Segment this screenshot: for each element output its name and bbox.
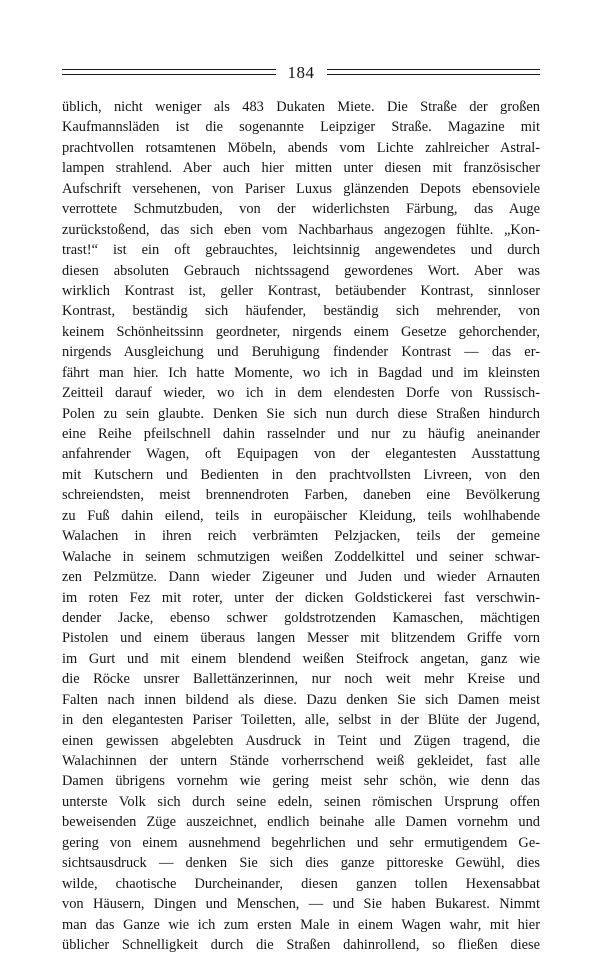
text-line: Aufschrift versehenen, von Pariser Luxus glänzenden Depots ebensoviele: [62, 180, 540, 197]
body-text: [62, 97, 540, 955]
text-line: Kaufmannsläden ist die sogenannte Leipziger Straße. Magazine mit: [62, 119, 540, 136]
text-line: schreiendsten, meist brennendroten Farben, daneben eine Bevölkerung: [62, 487, 540, 504]
text-line: zu Fuß dahin eilend, teils in europäischer Kleidung, teils wohlhabende: [62, 507, 540, 524]
text-line: sichtsausdruck — denken Sie sich dies ganze pittoreske Gewühl, dies: [62, 855, 540, 872]
text-line: Kontrast, beständig sich häufender, beständig sich mehrender, von: [62, 303, 540, 320]
text-line: fährt man hier. Ich hatte Momente, wo ich in Bagdad und im kleinsten: [62, 364, 540, 381]
text-line: gering von einem ausnehmend begehrlichen und sehr ermutigendem Ge-: [62, 834, 540, 851]
text-line: unterste Volk sich durch seine edeln, seinen römischen Ursprung offen: [62, 793, 540, 810]
text-line: diesen absoluten Gebrauch nichtssagend gewordenes Wort. Aber was: [62, 262, 540, 279]
text-line: anfahrender Wagen, oft Equipagen von der elegantesten Ausstattung: [62, 446, 540, 463]
text-line: Falten nach innen bildend als diese. Dazu denken Sie sich Damen meist: [62, 691, 540, 708]
text-line: wilde, chaotische Durcheinander, diesen ganzen tollen Hexensabbat: [62, 875, 540, 892]
text-line: nirgends Ausgleichung und Beruhigung findender Kontrast — das er-: [62, 344, 540, 361]
text-line: einen gewissen abgelebten Ausdruck in Teint und Zügen tragend, die: [62, 732, 540, 749]
text-line: zen Pelzmütze. Dann wieder Zigeuner und Juden und wieder Arnauten: [62, 569, 540, 586]
text-line: Walachen in ihren reich verbrämten Pelzjacken, teils der gemeine: [62, 528, 540, 545]
text-line: im Gurt und mit einem blendend weißen Steifrock angetan, ganz wie: [62, 650, 540, 667]
text-line: beweisenden Züge auszeichnet, endlich beinahe alle Damen vornehm und: [62, 814, 540, 831]
text-line: Damen übrigens vornehm wie gering meist sehr schön, wie denn das: [62, 773, 540, 790]
text-line: üblich, nicht weniger als 483 Dukaten Miete. Die Straße der großen: [62, 99, 540, 115]
text-line: in den elegantesten Pariser Toiletten, alle, selbst in der Blüte der Jugend,: [62, 712, 540, 729]
text-line: lampen strahlend. Aber auch hier mitten unter diesen mit französischer: [62, 160, 540, 177]
text-line: Walache in seinem schmutzigen weißen Zoddelkittel und seiner schwar-: [62, 548, 540, 565]
text-line: Zeitteil darauf wieder, wo ich in dem elendesten Dorfe von Russisch-: [62, 385, 540, 402]
text-line: Pistolen und einem überaus langen Messer mit blitzendem Griffe vorn: [62, 630, 540, 647]
header-rule-left: [62, 69, 276, 75]
text-line: dender Jacke, ebenso schwer goldstrotzenden Kamaschen, mächtigen: [62, 609, 540, 626]
header-rule-right: [327, 69, 541, 75]
text-line: die Röcke unsrer Ballettänzerinnen, nur noch weit mehr Kreise und: [62, 671, 540, 688]
page-header: [62, 60, 540, 84]
text-line: Polen zu sein glaubte. Denken Sie sich nun durch diese Straßen hindurch: [62, 405, 540, 422]
text-line: man das Ganze wie ich zum ersten Male in einem Wagen wahr, mit hier: [62, 916, 540, 933]
text-line: eine Reihe pfeilschnell dahin rasselnder und nur zu häufig aneinander: [62, 426, 540, 442]
text-line: prachtvollen rotsamtenen Möbeln, abends vom Lichte zahlreicher Astral-: [62, 139, 540, 156]
text-line: wirklich Kontrast ist, geller Kontrast, betäubender Kontrast, sinnloser: [62, 282, 540, 299]
text-line: im roten Fez mit roter, unter der dicken Goldstickerei fast verschwin-: [62, 589, 540, 606]
page-number: 184: [287, 62, 315, 82]
text-line: zurückstoßend, das sich eben vom Nachbarhaus angezogen fühlte. „Kon-: [62, 221, 540, 238]
text-line: verrottete Schmutzbuden, von der widerlichsten Färbung, das Auge: [62, 201, 540, 218]
text-line: von Häusern, Dingen und Menschen, — und Sie haben Bukarest. Nimmt: [62, 896, 540, 913]
text-line: trast!“ ist ein oft gebrauchtes, leichtsinnig angewendetes und durch: [62, 242, 540, 259]
text-line: Walachinnen der untern Stände vorherrschend weiß gekleidet, fast alle: [62, 753, 540, 769]
text-line: üblicher Schnelligkeit durch die Straßen dahinrollend, so fließen diese: [62, 936, 540, 953]
text-line: keinem Schönheitssinn geordneter, nirgends einem Gesetze gehorchender,: [62, 323, 540, 340]
text-line: mit Kutschern und Bedienten in den prachtvollsten Livreen, von den: [62, 466, 540, 483]
